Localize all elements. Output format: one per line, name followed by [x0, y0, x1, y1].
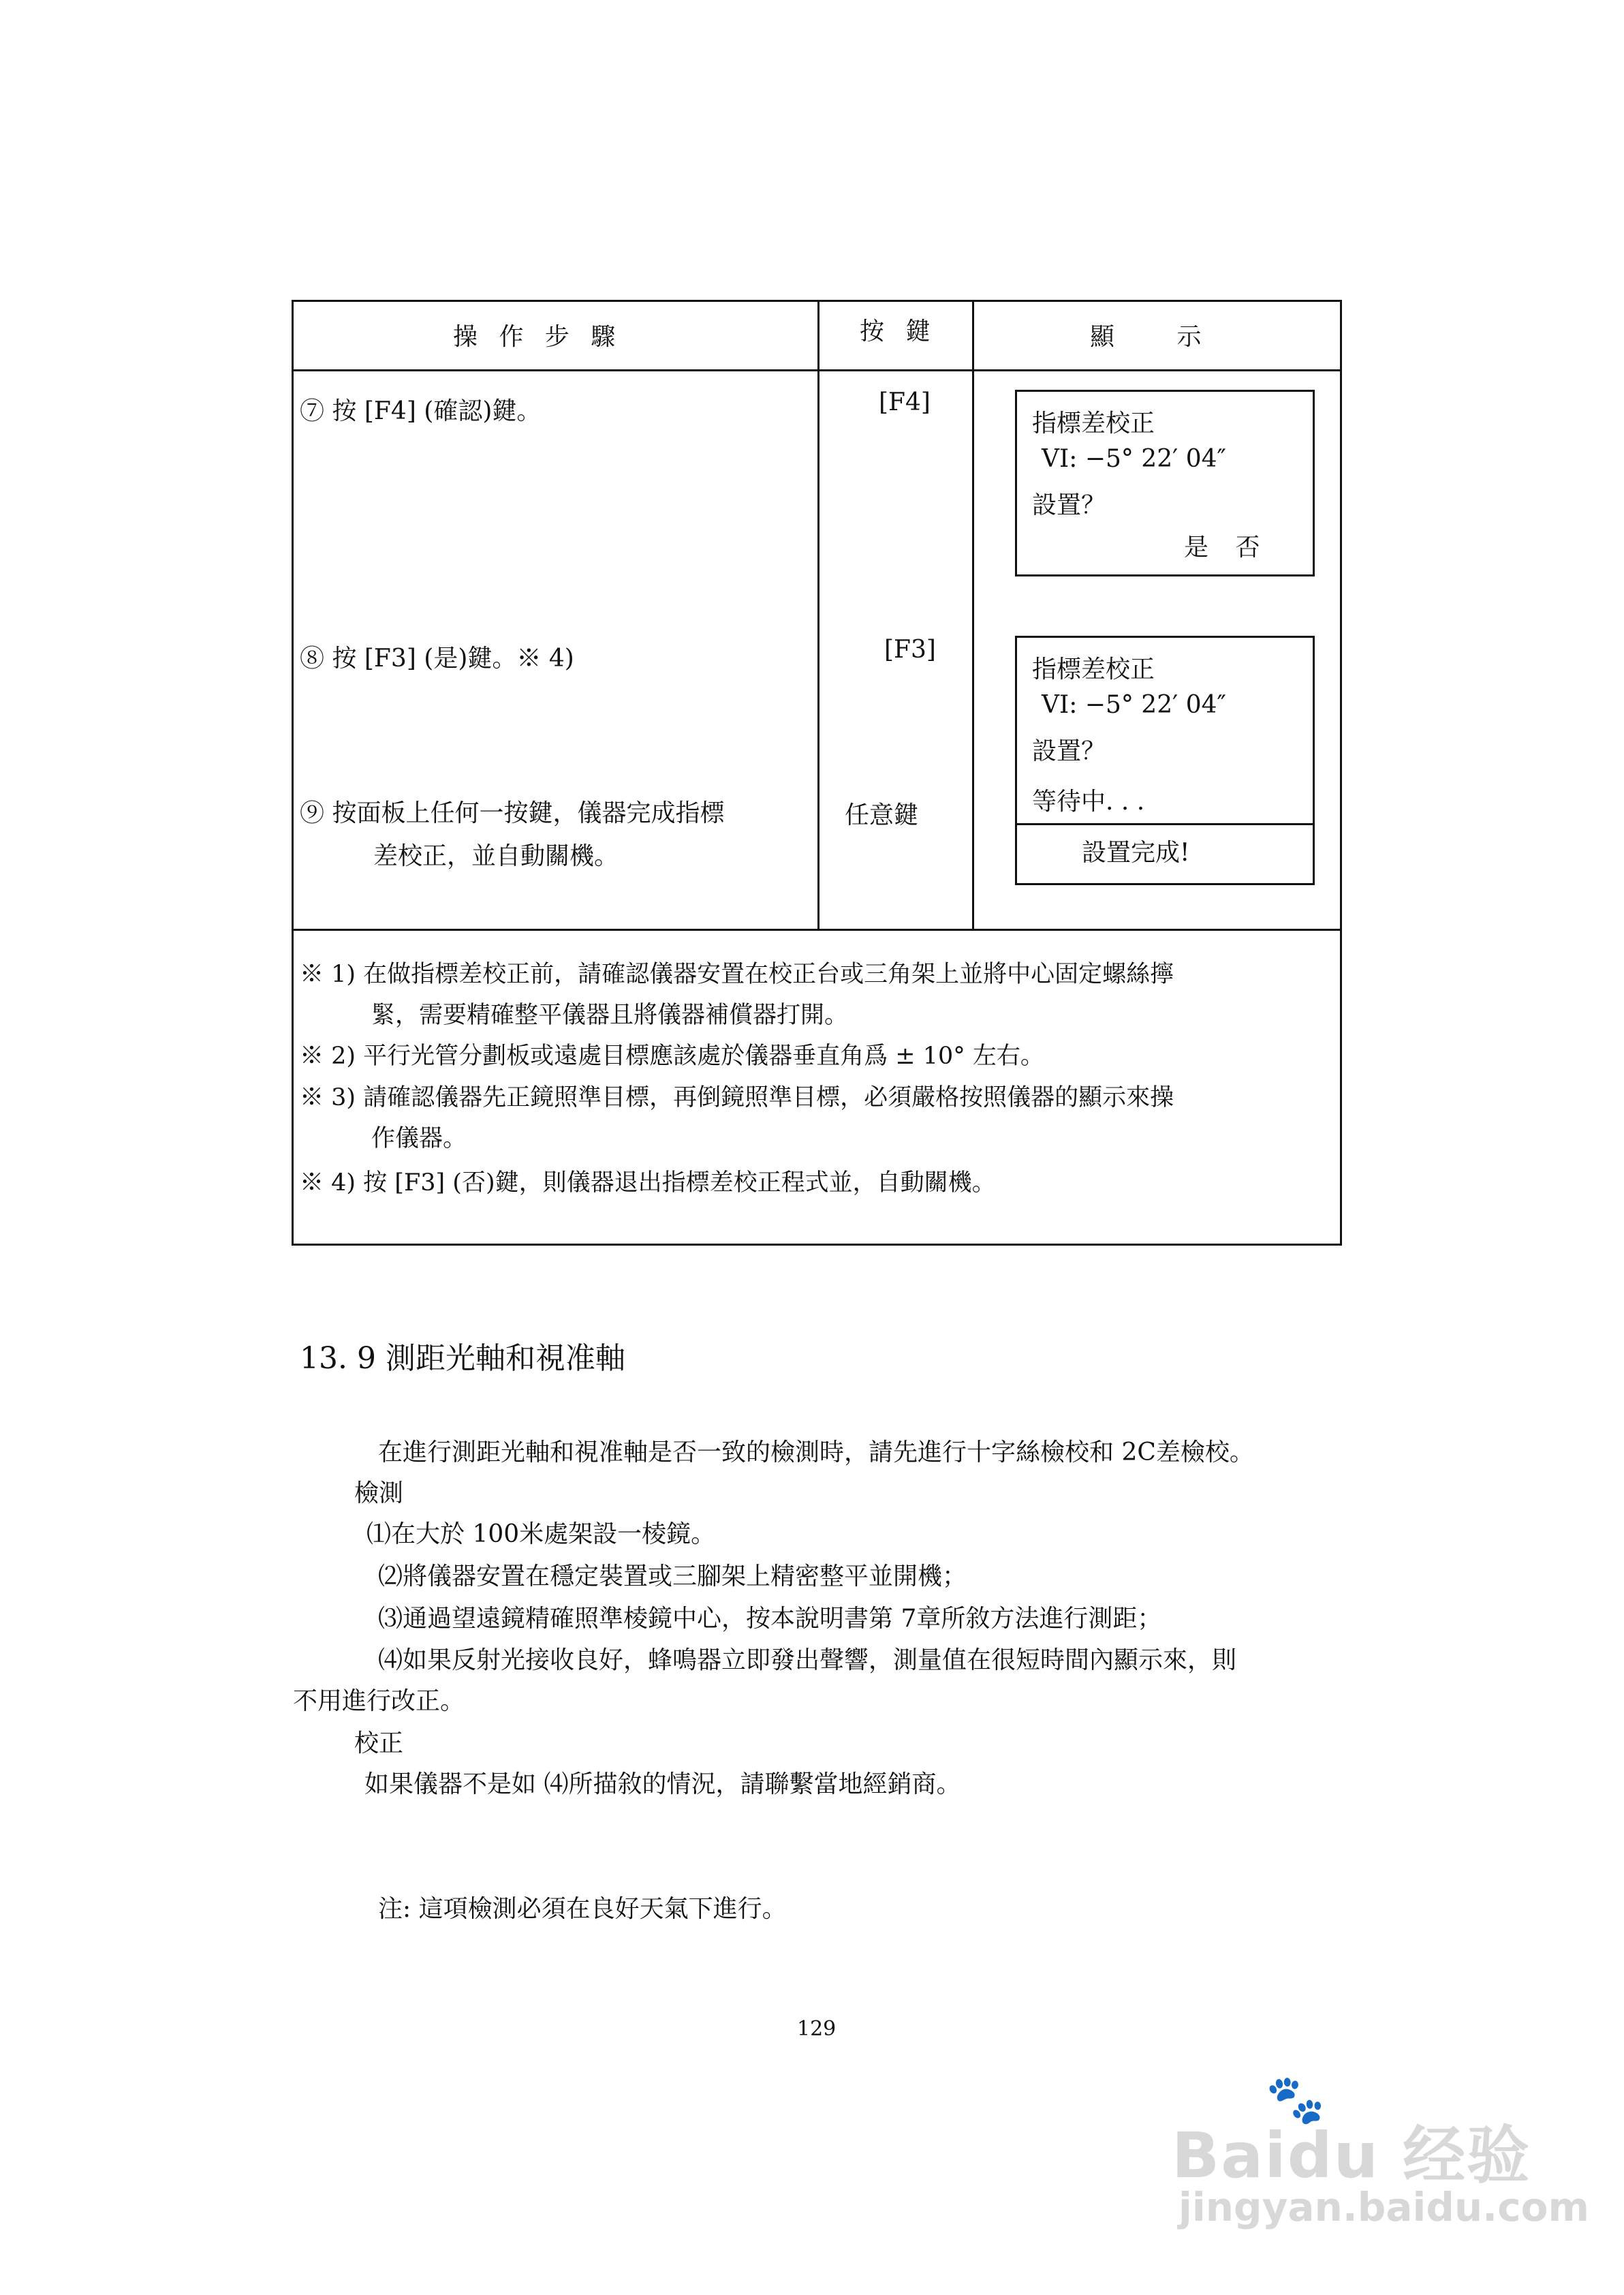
baidu-watermark-url: jingyan.baidu.com [1178, 2184, 1589, 2230]
note-3: ※ 3) 請確認儀器先正鏡照準目標，再倒鏡照準目標，必須嚴格按照儀器的顯示來操 [300, 1084, 1174, 1111]
step-9-key: 任意鍵 [845, 801, 919, 829]
header-display: 顯 示 [1090, 323, 1229, 351]
step-7-text: ⑦ 按 [F4] (確認)鍵。 [300, 397, 542, 425]
lcd-setting-prompt: 設置？ [1032, 491, 1106, 519]
correct-text: 如果儀器不是如 ⑷所描敘的情況，請聯繫當地經銷商。 [364, 1770, 961, 1798]
baidu-paw-icon: 🐾 [1266, 2071, 1326, 2127]
lcd-vi-value: VI: −5° 22′ 04″ [1042, 445, 1226, 473]
check-label: 檢測 [354, 1479, 404, 1507]
baidu-watermark-logo: Baidu 经验 [1172, 2119, 1531, 2192]
correct-label: 校正 [354, 1729, 404, 1757]
lcd-display-confirm [1015, 390, 1315, 576]
step-8-text: ⑧ 按 [F3] (是)鍵。※ 4) [300, 645, 574, 673]
lcd-yes-no-options: 是 否 [1184, 534, 1270, 561]
step-8-key: [F3] [884, 636, 936, 664]
note-1-cont: 緊，需要精確整平儀器且將儀器補償器打開。 [371, 1002, 849, 1029]
lcd-vi-value: VI: −5° 22′ 04″ [1042, 691, 1226, 719]
weather-note: 注: 這項檢測必須在良好天氣下進行。 [378, 1895, 787, 1923]
note-1: ※ 1) 在做指標差校正前，請確認儀器安置在校正台或三角架上並將中心固定螺絲擰 [300, 961, 1174, 988]
check-step-3: ⑶通過望遠鏡精確照準棱鏡中心，按本說明書第 7章所敘方法進行測距； [378, 1605, 1162, 1633]
lcd-setting-done: 設置完成! [1082, 839, 1190, 867]
check-step-4-cont: 不用進行改正。 [293, 1687, 465, 1715]
lcd-display-setting [1015, 636, 1315, 885]
note-3-cont: 作儀器。 [371, 1125, 467, 1152]
header-key: 按 鍵 [860, 318, 937, 345]
page-number: 129 [797, 2017, 837, 2041]
step-7-key: [F4] [879, 388, 931, 416]
check-step-4: ⑷如果反射光接收良好，蜂鳴器立即發出聲響，測量值在很短時間內顯示來，則 [378, 1646, 1237, 1674]
lcd-setting-prompt: 設置？ [1032, 737, 1106, 765]
step-9-text-cont: 差校正，並自動關機。 [373, 842, 619, 870]
section-title: 13. 9 測距光軸和視准軸 [300, 1341, 625, 1376]
note-2: ※ 2) 平行光管分劃板或遠處目標應該處於儀器垂直角爲 ± 10° 左右。 [300, 1043, 1044, 1070]
note-4: ※ 4) 按 [F3] (否)鍵，則儀器退出指標差校正程式並，自動關機。 [300, 1169, 996, 1197]
check-step-2: ⑵將儀器安置在穩定裝置或三腳架上精密整平並開機； [378, 1562, 967, 1590]
check-step-1: ⑴在大於 100米處架設一棱鏡。 [366, 1520, 716, 1548]
section-intro: 在進行測距光軸和視准軸是否一致的檢測時，請先進行十字絲檢校和 2C差檢校。 [378, 1438, 1254, 1466]
header-step: 操 作 步 驟 [453, 323, 623, 351]
step-9-text: ⑨ 按面板上任何一按鍵，儀器完成指標 [300, 799, 725, 827]
lcd-title: 指標差校正 [1032, 410, 1155, 437]
lcd-waiting: 等待中. . . [1032, 788, 1145, 816]
lcd-title: 指標差校正 [1032, 656, 1155, 683]
